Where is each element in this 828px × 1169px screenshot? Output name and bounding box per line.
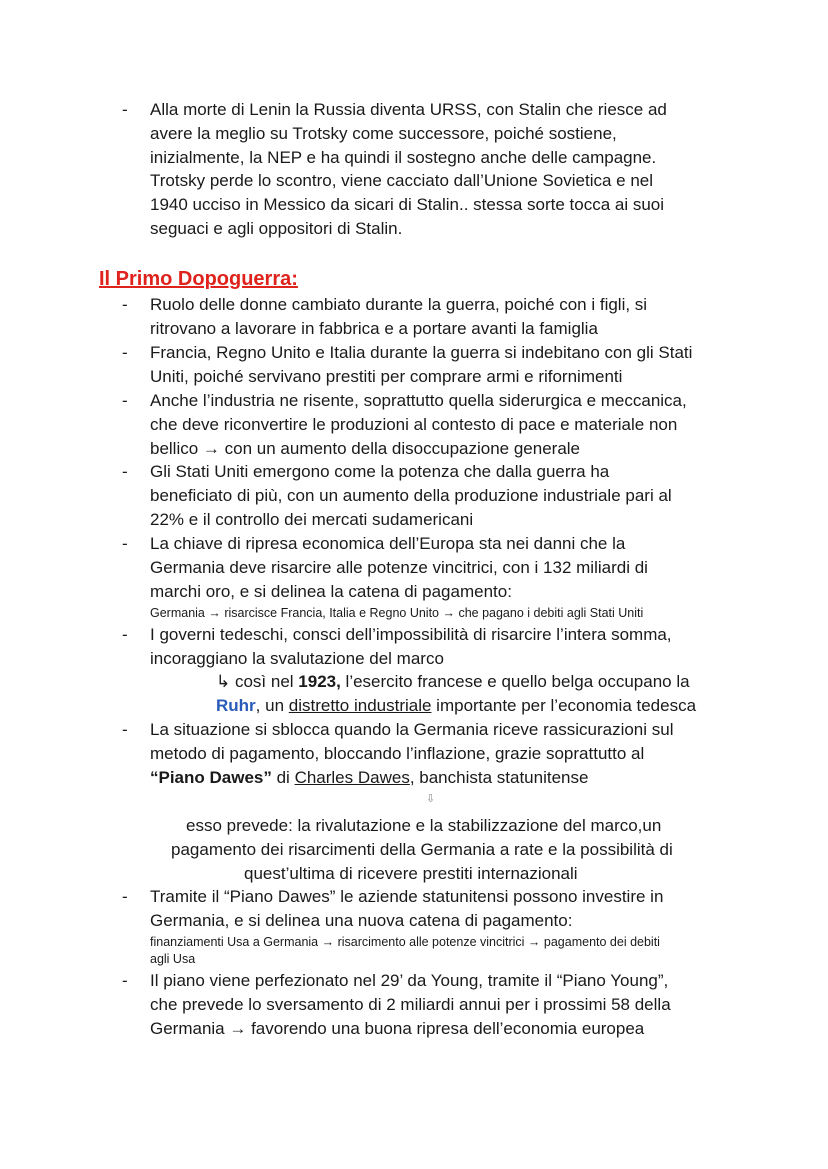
bullet-donne <box>150 293 750 341</box>
text-line: metodo di pagamento, bloccando l’inflazione, grazie soprattutto al <box>150 743 645 763</box>
charles-dawes-term: Charles Dawes <box>294 767 410 787</box>
di-text: di <box>271 767 295 787</box>
section-heading: Il Primo Dopoguerra: <box>99 268 298 290</box>
text-line: bellico → con un aumento della disoccupazione generale <box>150 438 581 458</box>
text-line: Tramite il “Piano Dawes” le aziende statunitensi possono investire in <box>150 887 664 906</box>
ruhr-line <box>216 694 696 718</box>
text-line: marchi oro, e si delinea la catena di pagamento: <box>150 581 512 601</box>
text-line: Gli Stati Uniti emergono come la potenza che dalla guerra ha <box>150 462 610 481</box>
bullet-investimenti <box>150 885 750 968</box>
text-line: 1940 ucciso in Messico da sicari di Stalin.. stessa sorte tocca ai suoi <box>150 195 665 215</box>
payment-chain-note: Germania → risarcisce Francia, Italia e Regno Unito → che pagano i debiti agli Stati Uniti <box>150 606 644 621</box>
text-line: Germania → favorendo una buona ripresa dell’economia europea <box>150 1018 645 1038</box>
text-line: incoraggiano la svalutazione del marco <box>150 648 444 668</box>
text-line <box>150 766 750 790</box>
sub-prefix: ↳ così nel <box>216 672 299 691</box>
distretto-term: distretto industriale <box>288 696 432 715</box>
bullet-svalutazione <box>150 623 750 671</box>
bullet-debiti <box>150 341 750 389</box>
bullet-dash: - <box>122 391 128 410</box>
text-line: inizialmente, la NEP e ha quindi il sostegno anche delle campagne. <box>150 147 657 167</box>
bullet-industria <box>150 389 750 460</box>
ruhr-occupation-line <box>216 670 690 694</box>
bullet-dash: - <box>122 971 128 990</box>
bullet-dash: - <box>122 462 128 481</box>
text-line: La situazione si sblocca quando la Germania riceve rassicurazioni sul <box>150 720 674 739</box>
text-line: beneficiato di più, con un aumento della produzione industriale pari al <box>150 485 672 505</box>
text-line: La chiave di ripresa economica dell’Europa sta nei danni che la <box>150 534 626 553</box>
text-line: Alla morte di Lenin la Russia diventa URSS, con Stalin che riesce ad <box>150 100 667 119</box>
piano-dawes-term: “Piano Dawes” <box>150 767 272 787</box>
bullet-dash: - <box>122 343 128 362</box>
text-line: Francia, Regno Unito e Italia durante la guerra si indebitano con gli Stati <box>150 343 693 362</box>
bullet-dash: - <box>122 720 128 739</box>
bullet-stati-uniti <box>150 460 750 531</box>
text-line: Uniti, poiché servivano prestiti per comprare armi e rifornimenti <box>150 366 623 386</box>
text-line: Ruolo delle donne cambiato durante la guerra, poiché con i figli, si <box>150 295 648 314</box>
payment-chain-note: agli Usa <box>150 951 196 966</box>
text-line: 22% e il controllo dei mercati sudamericani <box>150 509 474 529</box>
text-line: Germania deve risarcire alle potenze vincitrici, con i 132 miliardi di <box>150 557 648 577</box>
payment-chain-note: finanziamenti Usa a Germania → risarcimento alle potenze vincitrici → pagamento dei debiti <box>150 934 660 949</box>
text-line: Anche l’industria ne risente, soprattutto quella siderurgica e meccanica, <box>150 391 687 410</box>
bullet-stalin-trotsky <box>150 98 750 241</box>
text-line: ritrovano a lavorare in fabbrica e a portare avanti la famiglia <box>150 318 598 338</box>
text-line: che prevede lo sversamento di 2 miliardi annui per i prossimi 58 della <box>150 994 671 1014</box>
ruhr-sep: , un <box>255 696 289 715</box>
dawes-desc-line: pagamento dei risarcimenti della Germania a rate e la possibilità di <box>171 840 673 859</box>
dawes-desc-line: quest’ultima di ricevere prestiti internazionali <box>244 864 578 883</box>
bullet-dash: - <box>122 295 128 314</box>
text-line: Germania, e si delinea una nuova catena di pagamento: <box>150 910 573 930</box>
bullet-piano-young <box>150 969 750 1040</box>
year-1923: 1923, <box>298 672 341 691</box>
sub-rest: l’esercito francese e quello belga occupano la <box>340 672 690 691</box>
text-line: Trotsky perde lo scontro, viene cacciato dall’Unione Sovietica e nel <box>150 171 654 191</box>
bullet-dash: - <box>122 887 128 906</box>
text-line: Il piano viene perfezionato nel 29’ da Young, tramite il “Piano Young”, <box>150 971 669 990</box>
bullet-piano-dawes <box>150 718 750 789</box>
text-line: che deve riconvertire le produzioni al contesto di pace e materiale non <box>150 414 678 434</box>
bullet-ripresa <box>150 532 750 622</box>
rest-text: , banchista statunitense <box>409 767 589 787</box>
ruhr-rest: importante per l’economia tedesca <box>431 696 697 715</box>
text-line: seguaci e agli oppositori di Stalin. <box>150 218 403 238</box>
ruhr-term: Ruhr <box>216 696 256 715</box>
bullet-dash: - <box>122 625 128 644</box>
bullet-dash: - <box>122 534 128 553</box>
text-line: I governi tedeschi, consci dell’impossibilità di risarcire l’intera somma, <box>150 625 672 644</box>
down-arrow-icon: ⇩ <box>426 793 436 805</box>
text-line: avere la meglio su Trotsky come successore, poiché sostiene, <box>150 123 617 143</box>
bullet-dash: - <box>122 100 128 119</box>
dawes-desc-line: esso prevede: la rivalutazione e la stabilizzazione del marco,un <box>186 816 662 835</box>
